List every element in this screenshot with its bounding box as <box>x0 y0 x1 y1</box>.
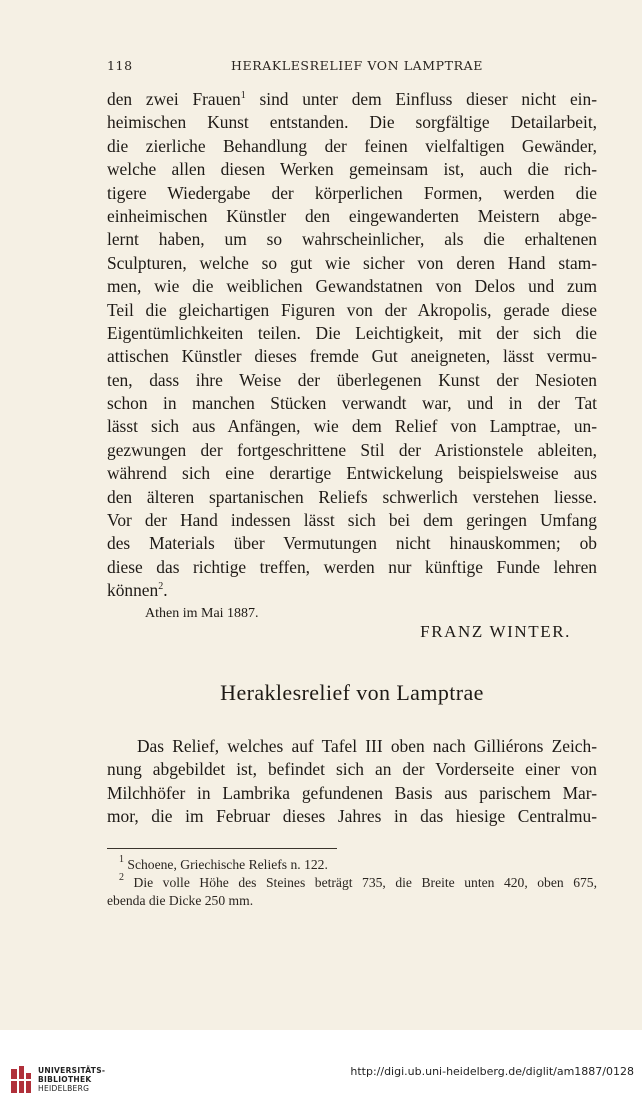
footnotes <box>107 856 597 910</box>
page-number: 118 <box>107 58 133 73</box>
main-paragraph <box>107 88 597 603</box>
text-line: lässt sich aus Anfängen, wie dem Relief von Lamptrae, un- <box>107 416 597 437</box>
text-line: lernt haben, um so wahrscheinlicher, als die erhaltenen <box>107 229 597 250</box>
footnote-marker[interactable]: 2 <box>158 581 164 593</box>
text-line: den zwei Frauen$^1$ sind unter dem Einfluss dieser nicht ein- <box>107 89 597 109</box>
text-line: können$^2$. <box>107 580 168 601</box>
text-line: men, wie die weiblichen Gewandstatnen von Delos und zum <box>107 276 597 297</box>
text-line: ten, dass ihre Weise der überlegenen Kunst der Nesioten <box>107 369 597 390</box>
text-line: Vor der Hand indessen lässt sich bei dem geringen Umfang <box>107 510 597 531</box>
running-title: HERAKLESRELIEF VON LAMPTRAE <box>231 58 483 73</box>
text-line: Teil die gleichartigen Figuren von der Akropolis, gerade diese <box>107 299 597 320</box>
text-line: die zierliche Behandlung der feinen vielfaltigen Gewänder, <box>107 135 597 156</box>
text-line: Sculpturen, welche so gut wie sicher von deren Hand stam- <box>107 252 597 273</box>
text-line: attischen Künstler dieses fremde Gut aneigneten, lässt vermu- <box>107 346 597 367</box>
text-line: diese das richtige treffen, werden nur künftige Funde lehren <box>107 556 597 577</box>
text-line: schon in manchen Stücken verwandt war, und in der Tat <box>107 393 597 414</box>
section-paragraph <box>107 735 597 829</box>
text-line: während sich eine derartige Entwickelung beispielsweise aus <box>107 463 597 484</box>
text-line: Eigentümlichkeiten teilen. Die Leichtigkeit, mit der sich die <box>107 322 597 343</box>
footnote-2-continuation: ebenda die Dicke 250 mm. <box>107 893 254 908</box>
author-name: FRANZ WINTER. <box>420 622 571 641</box>
text-line: den älteren spartanischen Reliefs schwerlich verstehen liesse. <box>107 486 597 507</box>
text-line: nung abgebildet ist, befindet sich an der Vorderseite einer von <box>107 759 597 780</box>
text-line: welche allen diesen Werken gemeinsam ist, auch die rich- <box>107 159 597 180</box>
footnote-marker[interactable]: 1 <box>240 90 246 101</box>
footnote-2: $^2$ Die volle Höhe des Steines beträgt 735, die Breite unten 420, oben 675, <box>119 872 597 890</box>
text-line: gezwungen der fortgeschrittene Stil der Aristionstele ableiten, <box>107 439 597 460</box>
library-logo-icon <box>10 1065 32 1095</box>
section-heading: Heraklesrelief von Lamptrae <box>220 680 484 705</box>
digitization-footer <box>0 1030 642 1101</box>
signoff <box>107 604 597 644</box>
footnote-1: $^1$ Schoene, Griechische Reliefs n. 122. <box>119 854 328 872</box>
permalink-url[interactable]: http://digi.ub.uni-heidelberg.de/diglit/am1887/0128 <box>350 1065 634 1078</box>
text-line: einheimischen Künstler den eingewanderten Meistern abge- <box>107 205 597 226</box>
text-line: mor, die im Februar dieses Jahres in das hiesige Centralmu- <box>107 806 597 827</box>
footnote-divider <box>107 848 337 849</box>
text-line: des Materials über Vermutungen nicht hinauskommen; ob <box>107 533 597 554</box>
text-line: tigere Wiedergabe der körperlichen Formen, werden die <box>107 182 597 203</box>
text-line: heimischen Kunst entstanden. Die sorgfältige Detailarbeit, <box>107 112 597 133</box>
library-name: UNIVERSITÄTS- BIBLIOTHEK HEIDELBERG <box>38 1066 106 1093</box>
running-header <box>107 58 597 78</box>
place-date: Athen im Mai 1887. <box>145 606 259 621</box>
text-line: Milchhöfer in Lambrika gefundenen Basis aus parischem Mar- <box>107 782 597 803</box>
text-line: Das Relief, welches auf Tafel III oben nach Gilliérons Zeich- <box>137 736 597 756</box>
